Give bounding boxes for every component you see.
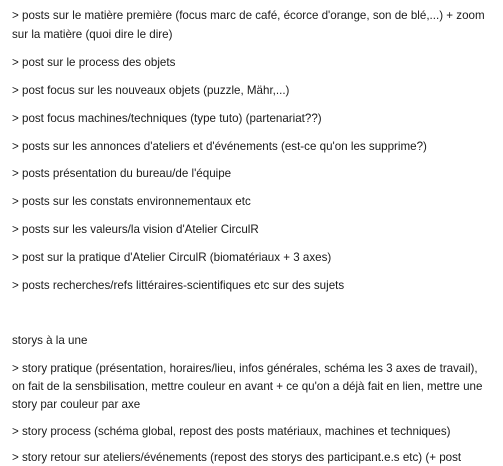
text-line: > story process (schéma global, repost des posts matériaux, machines et techniques) [12, 425, 451, 438]
text-line: > posts sur les annonces d'ateliers et d'événements (est-ce qu'on les supprime?) [12, 140, 427, 153]
text-line: > post focus sur les nouveaux objets (puzzle, Mähr,...) [12, 84, 290, 97]
text-line: > story retour sur ateliers/événements (repost des storys des participant.e.s etc) (+ post [12, 451, 462, 464]
text-line: > post sur le process des objets [12, 56, 176, 69]
text-line: story par couleur par axe [12, 398, 141, 411]
text-line: > post focus machines/techniques (type tuto) (partenariat??) [12, 112, 322, 125]
section-heading: storys à la une [12, 334, 88, 347]
text-line: > posts recherches/refs littéraires-scientifiques etc sur des sujets [12, 279, 345, 292]
text-line: > posts sur le matière première (focus marc de café, écorce d'orange, son de blé,...) + zoom [12, 9, 485, 22]
text-line: sur la matière (quoi dire le dire) [12, 28, 173, 41]
text-line: > posts présentation du bureau/de l'équipe [12, 167, 232, 180]
text-line: > post sur la pratique d'Atelier CirculR (biomatériaux + 3 axes) [12, 251, 332, 264]
text-line: > posts sur les constats environnementaux etc [12, 195, 251, 208]
text-line: > posts sur les valeurs/la vision d'Atelier CirculR [12, 223, 259, 236]
text-line: on fait de la sensbilisation, mettre couleur en avant + ce qu'on a déjà fait en lien, mettre une [12, 380, 483, 393]
text-line: > story pratique (présentation, horaires/lieu, infos générales, schéma les 3 axes de travail), [12, 362, 478, 375]
